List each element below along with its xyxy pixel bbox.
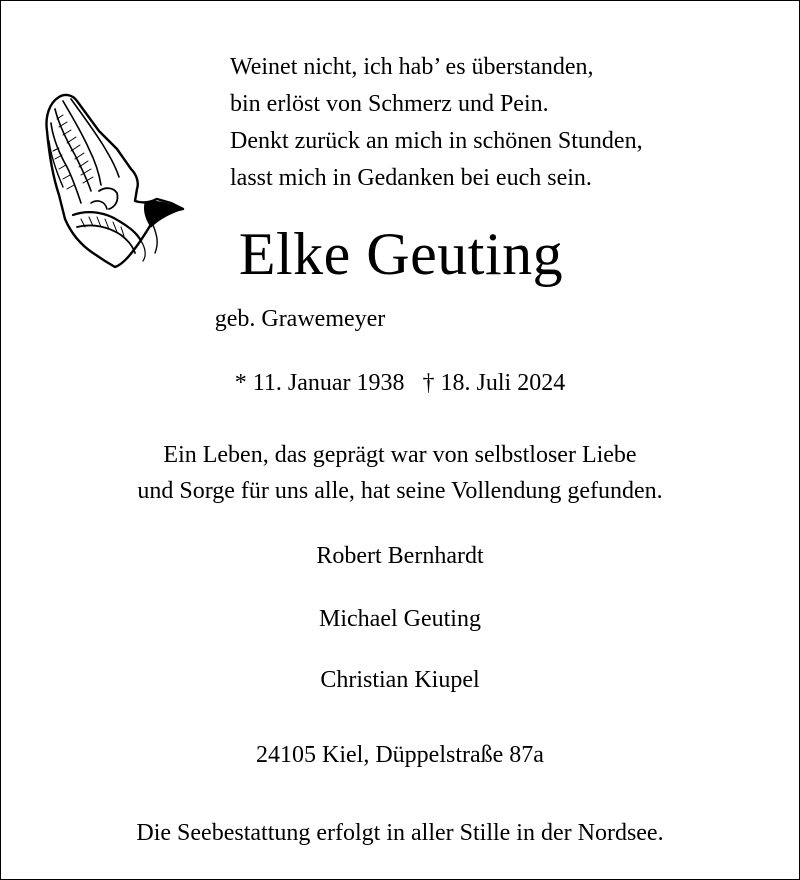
maiden-name: geb. Grawemeyer — [214, 306, 386, 332]
mourner-name: Michael Geuting — [319, 606, 481, 632]
poem-line: lasst mich in Gedanken bei euch sein. — [230, 165, 592, 191]
tribute-line: Ein Leben, das geprägt war von selbstloser Liebe — [163, 442, 637, 468]
burial-note: Die Seebestattung erfolgt in aller Stille in der Nordsee. — [136, 820, 664, 846]
poem-line: Weinet nicht, ich hab’ es überstanden, — [230, 54, 594, 80]
mourner-name: Christian Kiupel — [320, 667, 480, 693]
tribute-line: und Sorge für uns alle, hat seine Vollendung gefunden. — [137, 478, 663, 504]
poem-line: bin erlöst von Schmerz und Pein. — [230, 91, 549, 117]
deceased-name: Elke Geuting — [238, 221, 564, 287]
poem-line: Denkt zurück an mich in schönen Stunden, — [230, 128, 643, 154]
birth-date: * 11. Januar 1938 — [234, 370, 405, 396]
death-date: † 18. Juli 2024 — [422, 370, 566, 396]
mourning-address: 24105 Kiel, Düppelstraße 87a — [256, 742, 544, 768]
mourner-name: Robert Bernhardt — [316, 543, 484, 569]
poem — [230, 49, 643, 197]
life-dates — [1, 368, 799, 398]
tribute-text — [1, 437, 799, 509]
